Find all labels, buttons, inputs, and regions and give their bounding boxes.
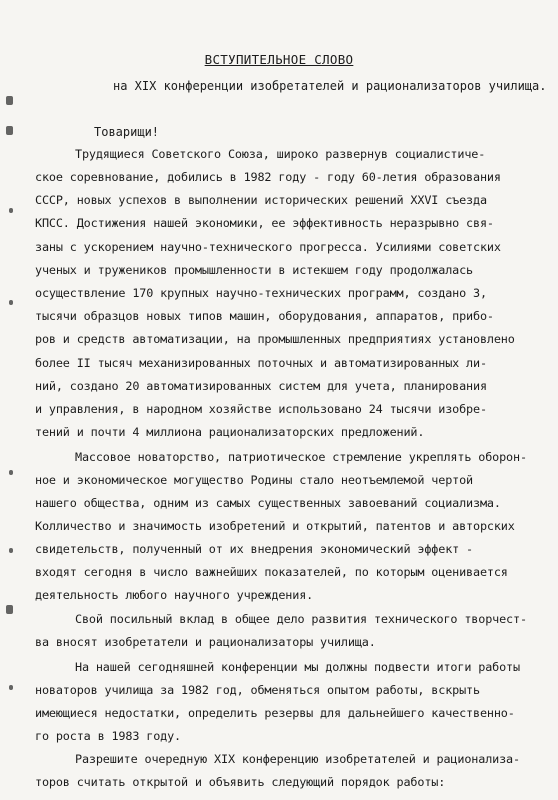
body-line: ний, создано 20 автоматизированных систем для учета, планирования	[35, 379, 487, 393]
body-line: тений и почти 4 миллиона рационализаторских предложений.	[35, 425, 425, 439]
body-line: ров и средств автоматизации, на промышленных предприятиях установлено	[35, 332, 515, 346]
punch-hole-mark	[9, 548, 13, 553]
body-line: имеющиеся недостатки, определить резервы для дальнейшего качественно-	[35, 706, 515, 720]
punch-hole-mark	[9, 208, 13, 213]
title-text: ВСТУПИТЕЛЬНОЕ СЛОВО	[204, 52, 354, 67]
punch-hole-mark	[9, 300, 13, 305]
body-line: На нашей сегодняшней конференции мы должны подвести итоги работы	[75, 660, 520, 674]
body-line: нашего общества, одним из самых существенных завоеваний социализма.	[35, 496, 501, 510]
punch-hole-mark	[6, 605, 13, 614]
document-subtitle: на XIX конференции изобретателей и рационализаторов училища.	[113, 79, 547, 93]
body-line: входят сегодня в число важнейших показателей, по которым оценивается	[35, 565, 508, 579]
body-line: ное и экономическое могущество Родины стало неотъемлемой чертой	[35, 473, 473, 487]
body-line: СССР, новых успехов в выполнении исторических решений XXVI съезда	[35, 193, 487, 207]
body-line: торов считать открытой и объявить следующий порядок работы:	[35, 775, 446, 789]
greeting: Товарищи!	[94, 125, 160, 139]
body-line: го роста в 1983 году.	[35, 729, 181, 743]
body-line: свидетельств, полученный от их внедрения экономический эффект -	[35, 542, 473, 556]
body-line: ва вносят изобретатели и рационализаторы училища.	[35, 635, 376, 649]
body-line: тысячи образцов новых типов машин, оборудования, аппаратов, прибо-	[35, 309, 494, 323]
document-title	[0, 52, 558, 67]
body-line: заны с ускорением научно-технического прогресса. Усилиями советских	[35, 240, 501, 254]
punch-hole-mark	[9, 470, 13, 475]
body-line: Трудящиеся Советского Союза, широко развернув социалистиче-	[75, 147, 486, 161]
body-line: более II тысяч механизированных поточных и автоматизированных ли-	[35, 356, 487, 370]
body-line: и управления, в народном хозяйстве использовано 24 тысячи изобре-	[35, 402, 487, 416]
body-line: ученых и тружеников промышленности в истекшем году продолжалась	[35, 263, 473, 277]
body-line: Разрешите очередную XIX конференцию изобретателей и рационализа-	[75, 752, 520, 766]
body-line: Колличество и значимость изобретений и открытий, патентов и авторских	[35, 519, 515, 533]
body-line: Массовое новаторство, патриотическое стремление укреплять оборон-	[75, 450, 527, 464]
body-line: ское соревнование, добились в 1982 году - году 60-летия образования	[35, 170, 501, 184]
body-line: осуществление 170 крупных научно-технических программ, создано 3,	[35, 286, 487, 300]
punch-hole-mark	[6, 96, 13, 105]
body-line: Свой посильный вклад в общее дело развития технического творчест-	[75, 612, 527, 626]
body-line: новаторов училища за 1982 год, обменяться опытом работы, вскрыть	[35, 683, 480, 697]
punch-hole-mark	[6, 126, 13, 135]
body-line: КПСС. Достижения нашей экономики, ее эффективность неразрывно свя-	[35, 216, 494, 230]
punch-hole-mark	[9, 685, 13, 690]
body-line: деятельность любого научного учреждения.	[35, 588, 314, 602]
